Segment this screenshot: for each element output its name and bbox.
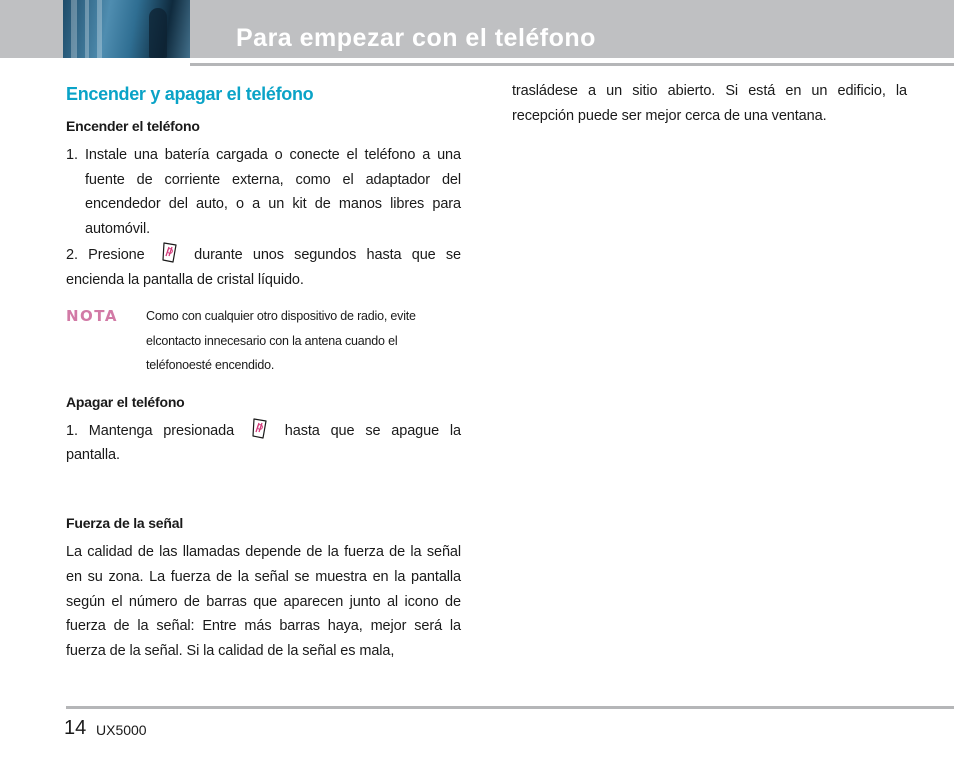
subheading-turn-on: Encender el teléfono [66, 118, 200, 134]
turn-off-steps [66, 418, 461, 468]
end-power-key-icon [251, 418, 268, 439]
right-column [512, 79, 907, 128]
list-number: 2. [66, 246, 78, 263]
subheading-signal-strength: Fuerza de la señal [66, 515, 184, 532]
page-title: Para empezar con el teléfono [236, 24, 596, 52]
header-photo [63, 0, 190, 58]
subheading-turn-off: Apagar el teléfono [66, 393, 185, 410]
list-number: 1. [66, 147, 78, 163]
list-text: Instale una batería cargada o conecte el teléfono a una fuente de corriente externa, como el adaptador del encendedor del auto, o a un kit de manos libres para automóvil. [85, 147, 461, 238]
list-item [66, 143, 461, 242]
list-number: 1. [66, 422, 78, 439]
list-item [66, 418, 461, 468]
list-text-after: hasta que se apague la pantalla. [66, 422, 462, 464]
page-number: 14 [64, 717, 87, 739]
list-text-before: Mantenga presionada [88, 422, 235, 439]
turn-on-steps [66, 143, 461, 292]
section-title: Encender y apagar el teléfono [66, 84, 314, 104]
note-label: NOTA [66, 307, 118, 326]
list-text-after: durante unos segundos hasta que se encienda la pantalla de cristal líquido. [66, 246, 461, 288]
end-power-key-icon [161, 242, 178, 263]
continuation-paragraph: trasládese a un sitio abierto. Si está en un edificio, la recepción puede ser mejor cerca de una ventana. [512, 83, 907, 124]
model-name: UX5000 [96, 722, 147, 738]
footer-divider [66, 706, 954, 709]
header-divider [190, 63, 954, 66]
note-box [66, 304, 461, 378]
note-text: Como con cualquier otro dispositivo de radio, evite elcontacto innecesario con la antena cuando el teléfonoesté encendido. [146, 309, 416, 373]
left-column [66, 80, 461, 664]
signal-paragraph: La calidad de las llamadas depende de la fuerza de la señal en su zona. La fuerza de la señal se muestra en la pantalla según el número de barras que aparecen junto al icono de fuerza de la señal: Entre más barras haya, mejor será la fuerza de la señal. Si la calidad de la señal es mala, [66, 544, 461, 659]
page-header [0, 0, 954, 58]
list-item [66, 242, 461, 292]
list-text-before: Presione [88, 246, 145, 263]
